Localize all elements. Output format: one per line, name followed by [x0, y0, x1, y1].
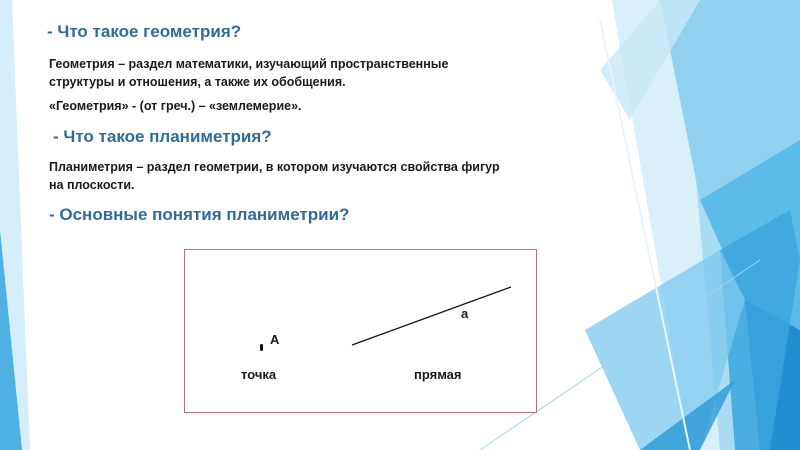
planimetry-definition-line2: на плоскости. [49, 178, 135, 192]
line-letter: a [461, 306, 469, 321]
line-caption: прямая [414, 367, 462, 382]
straight-line [352, 287, 511, 345]
heading-basic-concepts: - Основные понятия планиметрии? [49, 205, 350, 224]
planimetry-definition-line1: Планиметрия – раздел геометрии, в котором изучаются свойства фигур [49, 160, 500, 174]
line-figure [185, 250, 538, 414]
point-letter: A [270, 332, 280, 347]
geometry-definition-line1: Геометрия – раздел математики, изучающий пространственные [49, 57, 449, 71]
geometry-etymology: «Геометрия» - (от греч.) – «землемерие». [49, 99, 302, 113]
geometry-definition-line2: структуры и отношения, а также их обобщения. [49, 75, 346, 89]
figure-box [184, 249, 537, 413]
heading-what-is-planimetry: - Что такое планиметрия? [53, 127, 272, 146]
heading-what-is-geometry: - Что такое геометрия? [47, 22, 242, 41]
point-caption: точка [241, 367, 277, 382]
